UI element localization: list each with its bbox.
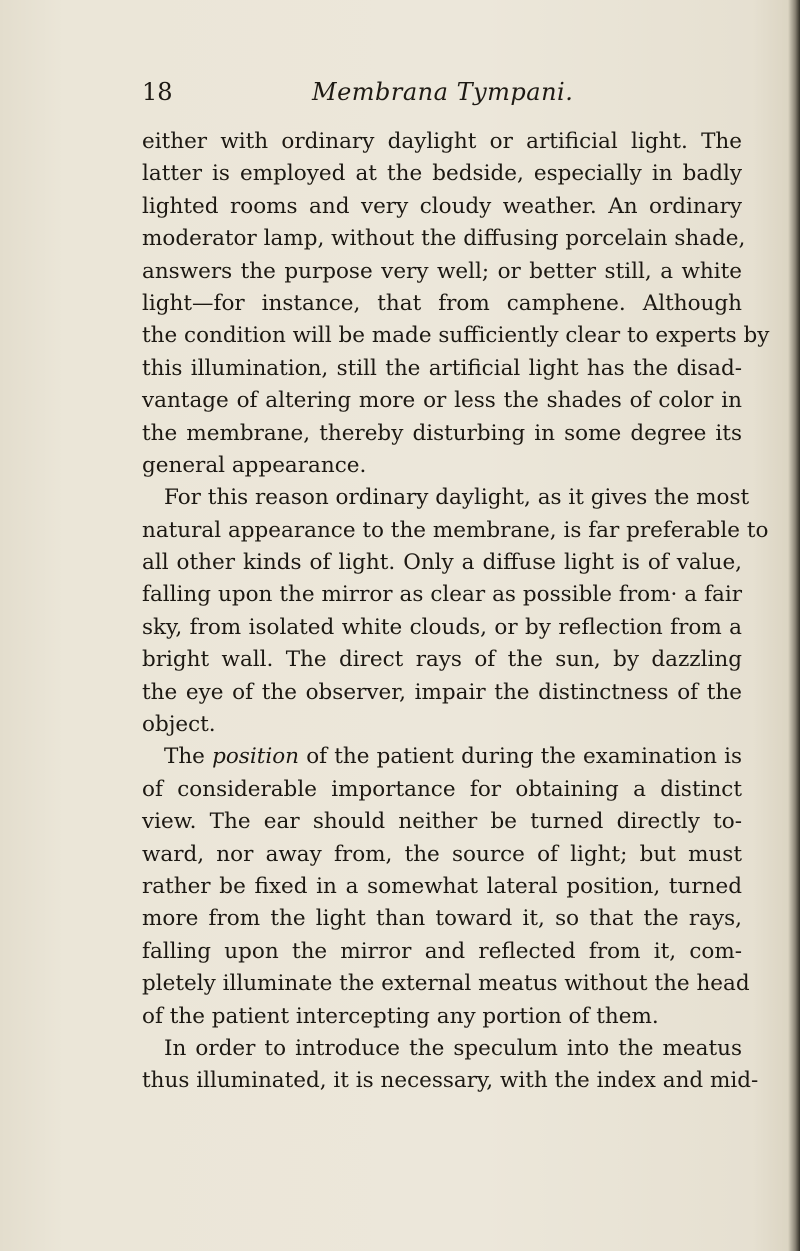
text-line: falling upon the mirror and reflected from it, com- (142, 938, 742, 964)
emphasized-term: position (212, 744, 300, 770)
paragraph (142, 741, 750, 1033)
text-line: falling upon the mirror as clear as possible from· a fair (142, 582, 742, 608)
body-text (142, 126, 770, 1098)
text-line: bright wall. The direct rays of the sun, by dazzling (142, 647, 742, 673)
text-line: lighted rooms and very cloudy weather. An ordinary (142, 193, 742, 219)
text-line: ward, nor away from, the source of light; but must (142, 841, 742, 867)
text-line: natural appearance to the membrane, is far preferable to (142, 517, 769, 543)
text-line: thus illuminated, it is necessary, with the index and mid- (142, 1068, 759, 1094)
text-line: the condition will be made sufficiently clear to experts by (142, 323, 770, 349)
text-line: view. The ear should neither be turned directly to- (142, 809, 742, 835)
text-run: The (164, 744, 205, 770)
text-line: sky, from isolated white clouds, or by reflection from a (142, 614, 742, 640)
text-line: more from the light than toward it, so that the rays, (142, 906, 742, 932)
page-edge-shadow (788, 0, 800, 1251)
running-title: Membrana Tympani. (312, 78, 574, 106)
text-line: For this reason ordinary daylight, as it gives the most (164, 485, 750, 511)
text-line: the eye of the observer, impair the distinctness of the (142, 679, 742, 705)
text-line: vantage of altering more or less the shades of color in (142, 388, 742, 414)
paragraph (142, 1033, 759, 1098)
text-run: of the patient during the examination is (306, 744, 742, 770)
text-line: light—for instance, that from camphene. Although (142, 290, 742, 316)
page-number: 18 (142, 78, 173, 106)
text-line: this illumination, still the artificial light has the disad- (142, 355, 742, 381)
text-line: all other kinds of light. Only a diffuse light is of value, (142, 550, 742, 576)
text-line: answers the purpose very well; or better still, a white (142, 258, 742, 284)
text-line (142, 741, 742, 773)
text-line: of considerable importance for obtaining a distinct (142, 776, 742, 802)
text-line: general appearance. (142, 452, 367, 478)
text-line: rather be fixed in a somewhat lateral position, turned (142, 873, 742, 899)
text-line: of the patient intercepting any portion of them. (142, 1003, 659, 1029)
paragraph (142, 482, 769, 741)
page-header (142, 78, 742, 114)
text-line: either with ordinary daylight or artificial light. The (142, 129, 742, 154)
text-line: object. (142, 712, 216, 738)
text-line: In order to introduce the speculum into the meatus (164, 1035, 742, 1061)
text-line: the membrane, thereby disturbing in some degree its (142, 420, 742, 446)
text-line: moderator lamp, without the diffusing porcelain shade, (142, 226, 746, 252)
text-line: latter is employed at the bedside, especially in badly (142, 161, 742, 187)
paragraph (142, 126, 770, 482)
text-line: pletely illuminate the external meatus without the head (142, 971, 750, 997)
